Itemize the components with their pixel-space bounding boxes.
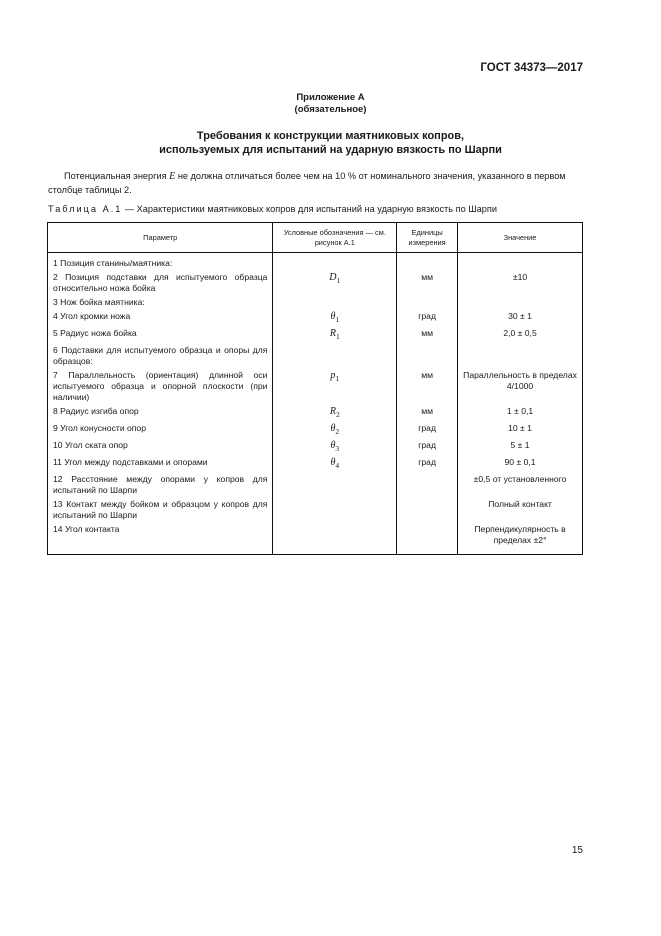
symbol-letter: R — [329, 406, 336, 417]
value-cell: Параллельность в пределах 4/1000 — [458, 369, 583, 405]
table-row — [48, 498, 583, 523]
table-header-row — [48, 223, 583, 253]
unit-cell: мм — [397, 271, 458, 296]
unit-cell — [397, 523, 458, 555]
energy-symbol: E — [169, 171, 176, 182]
symbol-cell — [273, 498, 397, 523]
parameter-cell: 12 Расстояние между опорами у копров для испытаний по Шарпи — [48, 473, 273, 498]
parameter-cell: 6 Подставки для испытуемого образца и опоры для образцов: — [48, 344, 273, 369]
table-body — [48, 253, 583, 555]
table-caption — [48, 204, 497, 214]
table-row — [48, 439, 583, 456]
parameter-cell: 2 Позиция подставки для испытуемого образца относительно ножа бойка — [48, 271, 273, 296]
value-cell: 2,0 ± 0,5 — [458, 327, 583, 344]
symbol-letter: θ — [330, 440, 336, 451]
symbol-cell — [273, 253, 397, 272]
value-cell — [458, 344, 583, 369]
parameter-cell: 1 Позиция станины/маятника: — [48, 253, 273, 272]
table-row — [48, 405, 583, 422]
parameter-cell: 10 Угол ската опор — [48, 439, 273, 456]
symbol-cell — [273, 271, 397, 296]
symbol-cell — [273, 369, 397, 405]
symbol-cell — [273, 473, 397, 498]
symbol-cell — [273, 523, 397, 555]
unit-cell: мм — [397, 369, 458, 405]
page-title — [0, 130, 661, 157]
column-header-parameter: Параметр — [48, 223, 273, 253]
symbol-letter: θ — [330, 311, 336, 322]
intro-paragraph — [48, 170, 585, 196]
symbol-subscript: 2 — [335, 410, 340, 419]
table-row — [48, 253, 583, 272]
symbol-subscript: 4 — [335, 461, 340, 470]
standard-number: ГОСТ 34373—2017 — [480, 62, 583, 74]
page-title-line-2: используемых для испытаний на ударную вязкость по Шарпи — [159, 143, 502, 156]
unit-cell: мм — [397, 405, 458, 422]
page-number: 15 — [571, 845, 583, 856]
symbol-letter: p — [330, 370, 336, 381]
table-caption-text: — Характеристики маятниковых копров для испытаний на ударную вязкость по Шарпи — [122, 204, 497, 214]
symbol-subscript: 1 — [336, 276, 341, 285]
annex-title: Приложение А — [296, 92, 365, 103]
column-header-symbol: Условные обозначения — см. рисунок А.1 — [273, 223, 397, 253]
page-title-line-1: Требования к конструкции маятниковых копров, — [196, 130, 465, 142]
parameter-cell: 7 Параллельность (ориентация) длинной оси испытуемого образца и опорной плоскости (при наличии) — [48, 369, 273, 405]
value-cell: ±0,5 от установленного — [458, 473, 583, 498]
value-cell: ±10 — [458, 271, 583, 296]
table-caption-label: Таблица А.1 — [48, 204, 123, 214]
symbol-cell — [273, 327, 397, 344]
value-cell: 10 ± 1 — [458, 422, 583, 439]
symbol-subscript: 2 — [335, 427, 340, 436]
value-cell: 90 ± 0,1 — [458, 456, 583, 473]
value-cell: 1 ± 0,1 — [458, 405, 583, 422]
intro-text-after: не должна отличаться более чем на 10 % от номинального значения, указанного в первом столбце таблицы 2. — [48, 171, 566, 195]
parameter-cell: 9 Угол конусности опор — [48, 422, 273, 439]
value-cell: 5 ± 1 — [458, 439, 583, 456]
symbol-subscript: 1 — [335, 332, 340, 341]
table-row — [48, 523, 583, 555]
value-cell — [458, 296, 583, 310]
symbol-cell — [273, 422, 397, 439]
symbol-cell — [273, 405, 397, 422]
value-cell: Полный контакт — [458, 498, 583, 523]
unit-cell: град — [397, 456, 458, 473]
unit-cell: град — [397, 422, 458, 439]
unit-cell — [397, 253, 458, 272]
table-row — [48, 271, 583, 296]
table-row — [48, 473, 583, 498]
symbol-letter: R — [329, 328, 336, 339]
symbol-subscript: 3 — [335, 444, 340, 453]
value-cell: Перпендикулярность в пределах ±2° — [458, 523, 583, 555]
table-row — [48, 327, 583, 344]
table-row — [48, 369, 583, 405]
symbol-cell — [273, 344, 397, 369]
unit-cell — [397, 498, 458, 523]
unit-cell — [397, 344, 458, 369]
unit-cell: мм — [397, 327, 458, 344]
unit-cell — [397, 296, 458, 310]
parameter-cell: 14 Угол контакта — [48, 523, 273, 555]
symbol-cell — [273, 456, 397, 473]
table-row — [48, 456, 583, 473]
unit-cell: град — [397, 439, 458, 456]
annex-status: (обязательное) — [294, 104, 367, 115]
parameter-cell: 5 Радиус ножа бойка — [48, 327, 273, 344]
value-cell: 30 ± 1 — [458, 310, 583, 327]
parameter-cell: 13 Контакт между бойком и образцом у копров для испытаний по Шарпи — [48, 498, 273, 523]
unit-cell: град — [397, 310, 458, 327]
symbol-letter: θ — [330, 457, 336, 468]
symbol-cell — [273, 296, 397, 310]
symbol-letter: θ — [330, 423, 336, 434]
table-row — [48, 422, 583, 439]
symbol-cell — [273, 310, 397, 327]
parameter-cell: 11 Угол между подставками и опорами — [48, 456, 273, 473]
symbol-subscript: 1 — [335, 315, 340, 324]
table-row — [48, 344, 583, 369]
unit-cell — [397, 473, 458, 498]
symbol-subscript: 1 — [335, 374, 340, 383]
parameter-cell: 4 Угол кромки ножа — [48, 310, 273, 327]
column-header-unit: Единицы измерения — [397, 223, 458, 253]
table-row — [48, 296, 583, 310]
intro-text-before: Потенциальная энергия — [64, 171, 170, 181]
annex-heading — [0, 92, 661, 116]
parameter-cell: 8 Радиус изгиба опор — [48, 405, 273, 422]
symbol-letter: D — [329, 272, 337, 283]
table-row — [48, 310, 583, 327]
parameter-cell: 3 Нож бойка маятника: — [48, 296, 273, 310]
value-cell — [458, 253, 583, 272]
column-header-value: Значение — [458, 223, 583, 253]
characteristics-table — [47, 222, 583, 555]
symbol-cell — [273, 439, 397, 456]
